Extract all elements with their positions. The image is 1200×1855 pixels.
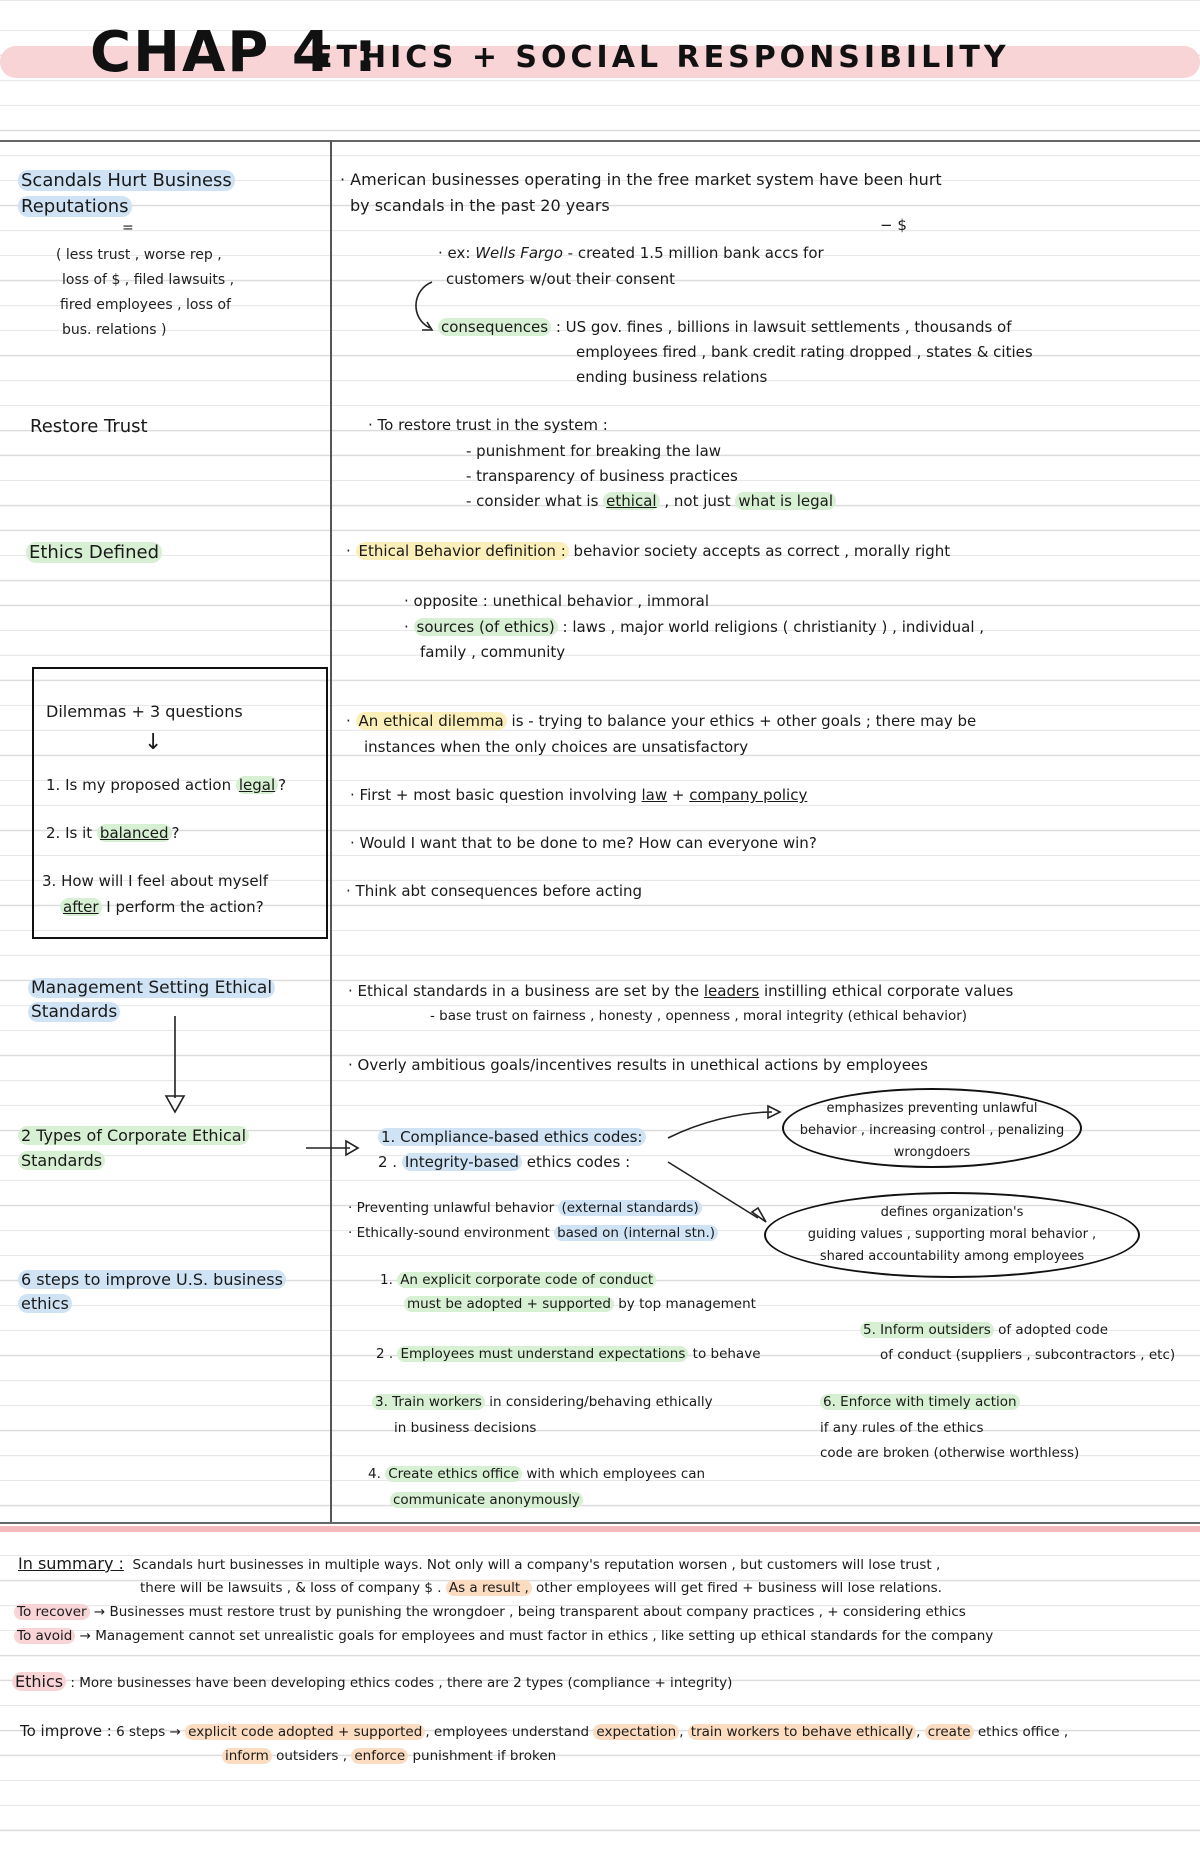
types-heading-2: Standards — [18, 1151, 105, 1170]
compliance-type: 1. Compliance-based ethics codes: — [378, 1128, 646, 1146]
step-3-2: in business decisions — [394, 1420, 537, 1436]
scandals-list-2: loss of $ , filed lawsuits , — [62, 272, 235, 288]
step-5-2: of conduct (suppliers , subcontractors , etc) — [880, 1347, 1176, 1363]
steps-heading-2: ethics — [18, 1294, 72, 1313]
would-note: · Would I want that to be done to me? How can everyone win? — [350, 834, 817, 852]
summary-improve-2: inform outsiders , enforce punishment if broken — [222, 1748, 556, 1764]
step-6-2: if any rules of the ethics — [820, 1420, 984, 1436]
money-note: − $ — [880, 216, 907, 234]
sources-note: · sources (of ethics) : laws , major world religions ( christianity ) , individual , — [404, 618, 985, 636]
step-6-3: code are broken (otherwise worthless) — [820, 1445, 1080, 1461]
management-down-arrow-head — [166, 1096, 184, 1112]
types-heading: 2 Types of Corporate Ethical — [18, 1126, 249, 1145]
scandals-heading-2: Reputations — [18, 196, 132, 217]
scandals-bullet: · American businesses operating in the free market system have been hurt — [340, 170, 942, 189]
equals-sign: = — [122, 220, 134, 236]
question-1: 1. Is my proposed action legal ? — [46, 776, 287, 794]
dilemmas-box-title: Dilemmas + 3 questions — [46, 702, 243, 721]
restore-item-1: - punishment for breaking the law — [466, 442, 722, 460]
sound-env-note: · Ethically-sound environment based on (internal stn.) — [348, 1225, 718, 1241]
ethical-behavior-definition: · Ethical Behavior definition : behavior society accepts as correct , morally right — [346, 542, 951, 560]
step-4-2: communicate anonymously — [390, 1492, 583, 1508]
integrity-type: 2 . Integrity-based ethics codes : — [378, 1153, 631, 1171]
wells-fargo-example-2: customers w/out their consent — [446, 270, 675, 288]
preventing-note: · Preventing unlawful behavior (external standards) — [348, 1200, 702, 1216]
standards-note: · Ethical standards in a business are set by the leaders instilling ethical corporate values — [348, 982, 1014, 1000]
consequences: consequences : US gov. fines , billions in lawsuit settlements , thousands of — [438, 318, 1012, 336]
question-3: 3. How will I feel about myself — [42, 872, 269, 890]
example-curve-arrow — [416, 282, 432, 328]
scandals-bullet-2: by scandals in the past 20 years — [350, 196, 610, 215]
step-1-2: must be adopted + supported by top management — [404, 1296, 756, 1312]
restore-intro: · To restore trust in the system : — [368, 416, 608, 434]
integrity-oval-text: defines organization's guiding values , supporting moral behavior , shared accountability among employees — [807, 1205, 1097, 1264]
consequences-3: ending business relations — [576, 368, 768, 386]
standards-sub: - base trust on fairness , honesty , openness , moral integrity (ethical behavior) — [430, 1008, 968, 1024]
summary-ethics: Ethics : More businesses have been developing ethics codes , there are 2 types (compliance + integrity) — [12, 1672, 732, 1691]
question-2: 2. Is it balanced ? — [46, 824, 180, 842]
step-3: 3. Train workers in considering/behaving ethically — [372, 1394, 713, 1410]
step-2: 2 . Employees must understand expectations to behave — [376, 1346, 761, 1362]
compliance-oval-arrow — [668, 1112, 772, 1138]
first-question-note: · First + most basic question involving law + company policy — [350, 786, 808, 804]
restore-item-3: - consider what is ethical , not just what is legal — [466, 492, 836, 510]
summary-line-1: In summary : Scandals hurt businesses in multiple ways. Not only will a company's reputation worsen , but customers will lose trust , — [18, 1554, 941, 1573]
scandals-list-4: bus. relations ) — [62, 322, 167, 338]
dilemmas-down-arrow: ↓ — [144, 730, 163, 755]
scandals-list-1: ( less trust , worse rep , — [56, 247, 222, 263]
page-title: CHAP 4 : — [90, 20, 379, 85]
compliance-oval-text: emphasizes preventing unlawful behavior , increasing control , penalizing wrongdoers — [799, 1101, 1065, 1160]
step-5: 5. Inform outsiders of adopted code — [860, 1322, 1108, 1338]
sources-note-2: family , community — [420, 643, 566, 661]
steps-heading: 6 steps to improve U.S. business — [18, 1270, 286, 1289]
ethical-dilemma-def-2: instances when the only choices are unsatisfactory — [364, 738, 749, 756]
think-note: · Think abt consequences before acting — [346, 882, 643, 900]
overly-note: · Overly ambitious goals/incentives results in unethical actions by employees — [348, 1056, 928, 1074]
page-subtitle: ETHICS + SOCIAL RESPONSIBILITY — [312, 40, 1010, 75]
restore-heading: Restore Trust — [30, 416, 148, 437]
summary-improve: To improve : 6 steps → explicit code adopted + supported , employees understand expectation , train workers to behave ethically , create ethics office , — [20, 1722, 1069, 1740]
scandals-heading: Scandals Hurt Business — [18, 170, 235, 191]
opposite-note: · opposite : unethical behavior , immoral — [404, 592, 710, 610]
restore-item-2: - transparency of business practices — [466, 467, 738, 485]
integrity-oval-arrow — [668, 1162, 758, 1218]
ethics-defined-heading: Ethics Defined — [26, 542, 162, 563]
summary-recover: To recover → Businesses must restore trust by punishing the wrongdoer , being transparent about company practices , + considering ethics — [14, 1604, 966, 1620]
step-6: 6. Enforce with timely action — [820, 1394, 1020, 1410]
step-4: 4. Create ethics office with which employees can — [368, 1466, 706, 1482]
ethical-dilemma-def: · An ethical dilemma is - trying to balance your ethics + other goals ; there may be — [346, 712, 977, 730]
wells-fargo-example: · ex: Wells Fargo - created 1.5 million bank accs for — [438, 244, 824, 262]
summary-line-2: there will be lawsuits , & loss of company $ . As a result , other employees will get fired + business will lose relations. — [140, 1580, 942, 1596]
question-3-2: after I perform the action? — [60, 898, 264, 916]
step-1: 1. An explicit corporate code of conduct — [380, 1272, 656, 1288]
summary-avoid: To avoid → Management cannot set unrealistic goals for employees and must factor in ethics , like setting up ethical standards for the company — [14, 1628, 993, 1644]
management-heading-2: Standards — [28, 1002, 120, 1022]
scandals-list-3: fired employees , loss of — [60, 297, 231, 313]
management-heading: Management Setting Ethical — [28, 978, 275, 998]
consequences-2: employees fired , bank credit rating dropped , states & cities — [576, 343, 1033, 361]
